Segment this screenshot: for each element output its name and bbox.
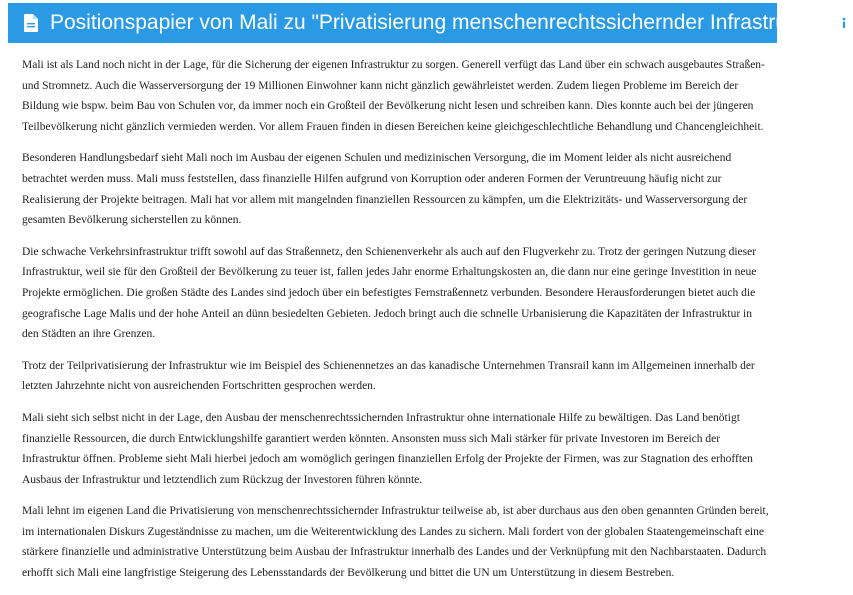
paragraph: Besonderen Handlungsbedarf sieht Mali noch im Ausbau der eigenen Schulen und medizinischen Versorgung, die im Moment leider als nicht ausreichend betrachtet werden muss. Mali muss feststellen, dass finanzielle Hilfen aufgrund von Korruption oder anderen Formen der Veruntreuung häufig nicht zur Realisierung der Projekte beitragen. Mali hat vor allem mit mangelnden finanziellen Ressourcen zu kämpfen, um die Elektrizitäts- und Wasserversorgung der gesamten Bevölkerung sicherstellen zu können. [22, 152, 748, 227]
info-icon[interactable] [835, 14, 853, 32]
document-header [8, 3, 830, 43]
paragraph: Mali ist als Land noch nicht in der Lage, für die Sicherung der eigenen Infrastruktur zu sorgen. Generell verfügt das Land über ein schwach ausgebautes Straßen- und Stromnetz. Auch die Wasserversorgung der 19 Millionen Einwohner kann nicht gänzlich gewährleistet werden. Zudem liegen Probleme im Bereich der Bildung wie bspw. beim Bau von Schulen vor, da immer noch ein Großteil der Bevölkerung nicht lesen und schreiben kann. Dies konnte auch bei der jüngeren Teilbevölkerung nicht gänzlich vermieden werden. Vor allem Frauen finden in diesen Bereichen keine gleichgeschlechtliche Behandlung und Chancengleichheit. [22, 59, 765, 133]
page-title: Positionspapier von Mali zu "Privatisierung menschenrechtssichernder Infrastruktur" [50, 11, 830, 34]
document-icon [24, 14, 38, 32]
paragraph: Die schwache Verkehrsinfrastruktur trifft sowohl auf das Straßennetz, den Schienenverkehr als auch auf den Flugverkehr zu. Trotz der geringen Nutzung dieser Infrastruktur, weil sie für den Großteil der Bevölkerung zu teuer ist, fallen jedes Jahr enorme Erhaltungskosten an, die dann nur eine geringe Investition in neue Projekte ermöglichen. Die großen Städte des Landes sind jedoch über ein befestigtes Fernstraßennetz verbunden. Besondere Herausforderungen bietet auch die geografische Lage Malis und der hohe Anteil an dünn besiedelten Gebieten. Jedoch bringt auch die schnelle Urbanisierung die Kapazitäten der Infrastruktur in den Städten an ihre Grenzen. [22, 245, 757, 341]
paragraph: Trotz der Teilprivatisierung der Infrastruktur wie im Beispiel des Schienennetzes an das kanadische Unternehmen Transrail kann im Allgemeinen innerhalb der letzten Jahrzehnte nicht von ausreichenden Fortschritten gesprochen werden. [22, 359, 755, 393]
paragraph: Mali lehnt im eigenen Land die Privatisierung von menschenrechtssichernder Infrastruktur teilweise ab, ist aber durchaus aus den oben genannten Gründen bereit, im internationalen Diskurs Zugeständnisse zu machen, um die Weiterentwicklung des Landes zu sichern. Mali fordert von der globalen Staatengemeinschaft eine stärkere finanzielle und administrative Unterstützung beim Ausbau der Infrastruktur innerhalb des Landes und der Verknüpfung mit den Nachbarstaaten. Dadurch erhofft sich Mali eine langfristige Steigerung des Lebensstandards der Bevölkerung und bittet die UN um Unterstützung in diesem Bestreben. [22, 505, 769, 580]
document-body [22, 55, 770, 595]
paragraph: Mali sieht sich selbst nicht in der Lage, den Ausbau der menschenrechtssichernden Infrastruktur ohne internationale Hilfe zu bewältigen. Das Land benötigt finanzielle Ressourcen, die durch Entwicklungshilfe garantiert werden könnten. Ansonsten muss sich Mali stärker für private Investoren im Bereich der Infrastruktur öffnen. Probleme sieht Mali hierbei jedoch am womöglich geringen finanziellen Erfolg der Projekte der Firmen, was zur Stagnation des erhofften Ausbaus der Infrastruktur und letztendlich zum Rückzug der Investoren führen könnte. [22, 411, 753, 486]
